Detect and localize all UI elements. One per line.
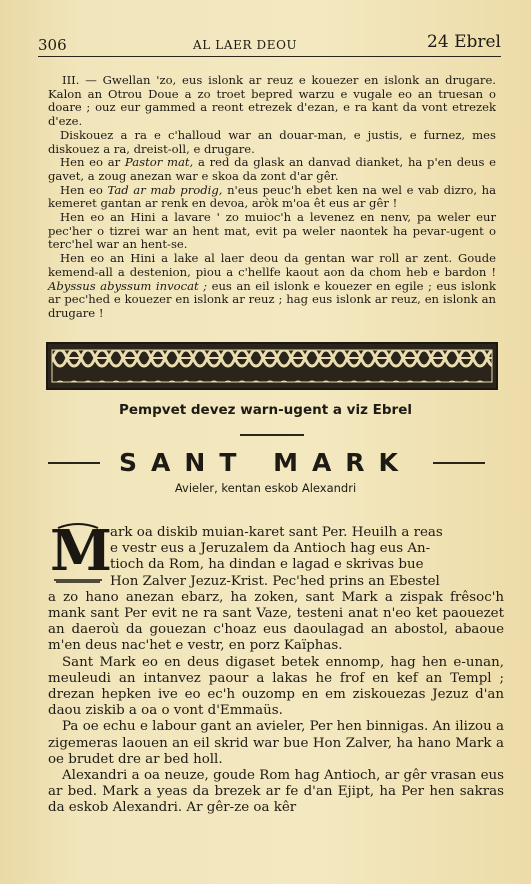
italic-text: Abyssus abyssum invocat ;: [48, 278, 208, 293]
saint-subtitle: Avieler, kentan eskob Alexandri: [174, 481, 357, 495]
drop-cap-letter: M: [50, 518, 112, 584]
paragraph: Diskouez a ra e c'halloud war an douar-man, e justis, e furnez, mes diskouez a ra, dreist-oll, e drugare.: [48, 127, 496, 156]
paragraph: Sant Mark eo en deus digaset betek ennomp, hag hen e-unan, meuleudi an intanvez paour a lakas he frof en kef an Templ ; drezan hepken ive eo ec'h ouzomp en em ziskouezas Jezuz d'an daou ziskib a oa o vont d'Emmaüs.: [48, 654, 504, 719]
celtic-knot-ornament: [46, 342, 498, 390]
paragraph: Hen eo an Hini a lavare ' zo muioc'h a levenez en nenv, pa weler eur pec'her o tizrei war an hent mat, evit pa weler naontek ha pevar-ugent o terc'hel war an hent-se.: [48, 210, 496, 252]
text-line: tioch da Rom, ha dindan e lagad e skrivas bue: [110, 557, 424, 573]
paragraph: Alexandri a oa neuze, goude Rom hag Antioch, ar gêr vrasan eus ar bed. Mark a yeas da brezek ar fe d'an Ejipt, ha Per hen sakras da eskob Alexandri. Ar gêr-ze oa kêr: [48, 768, 504, 816]
paragraph: Pa oe echu e labour gant an avieler, Per hen binnigas. An ilizou a zigemeras laouen an eil skrid war bue Hon Zalver, ha hano Mark a oe brudet dre ar bed holl.: [48, 719, 504, 767]
paragraph: [48, 525, 504, 655]
page-header: [38, 30, 501, 57]
paragraph: [48, 252, 496, 321]
paragraph: III. — Gwellan 'zo, eus islonk ar reuz e kouezer en islonk an drugare. Kalon an Otrou Doue a zo troet bepred warzu e vugale eo an truesan o doare ; ouz eur gammed a reont etrezek d'ezan, e ra kant da vont etrezek d'eze.: [48, 73, 496, 129]
italic-text: Pastor mat,: [124, 155, 194, 170]
saint-biography: [48, 525, 504, 817]
italic-text: Tad ar mab prodig,: [107, 182, 223, 197]
text-line: e vestr eus a Jeruzalem da Antioch hag eus An-: [110, 541, 431, 557]
header-date: 24 Ebrel: [427, 32, 501, 52]
divider: [240, 434, 304, 436]
text-run: a red da glask an danvad dianket, ha p'en deus e gavet, a zoug anezan war e skoa da zont d'ar gêr.: [48, 155, 496, 183]
reflection-section: [48, 74, 496, 321]
title-rule-right: [433, 462, 485, 464]
running-title: AL LAER DEOU: [193, 38, 298, 52]
text-run: a zo hano anezan ebarz, ha zoken, sant Mark a zispak frêsoc'h mank sant Per evit ne ra sant Vaze, testeni anat n'eo ket paouezet an daeroù da gouezan c'hoaz eus daoulagad an abostol, abaoue m'en deus nac'het e vestr, en porz Kaïphas.: [48, 589, 504, 654]
paragraph: [48, 184, 496, 211]
text-run: Hen eo: [60, 182, 108, 197]
text-run: Hen eo ar: [60, 155, 125, 170]
text-line: Hon Zalver Jezuz-Krist. Pec'hed prins an Ebestel: [110, 573, 440, 589]
day-heading: Pempvet devez warn-ugent a viz Ebrel: [119, 402, 412, 418]
saint-title: SANT MARK: [119, 448, 412, 477]
paragraph: [48, 156, 496, 183]
text-run: eus an eil islonk e kouezer en egile ; eus islonk ar pec'hed e kouezer en islonk ar reuz ; hag eus islonk ar reuz, en islonk an drugare !: [48, 278, 496, 320]
page-number: 306: [38, 36, 67, 54]
text-run: n'eus peuc'h ebet ken na wel e vab dizro, ha kemeret gantan ar renk en devoa, aròk m'oa êt eus ar gêr !: [48, 182, 497, 211]
text-line: ark oa diskib muian-karet sant Per. Heuilh a reas: [110, 525, 443, 540]
text-run: Hen eo an Hini a lake al laer deou da gentan war roll ar zent. Goude kemend-all a destenion, piou a c'hellfe kaout aon da chom heb e bardon !: [48, 251, 496, 279]
